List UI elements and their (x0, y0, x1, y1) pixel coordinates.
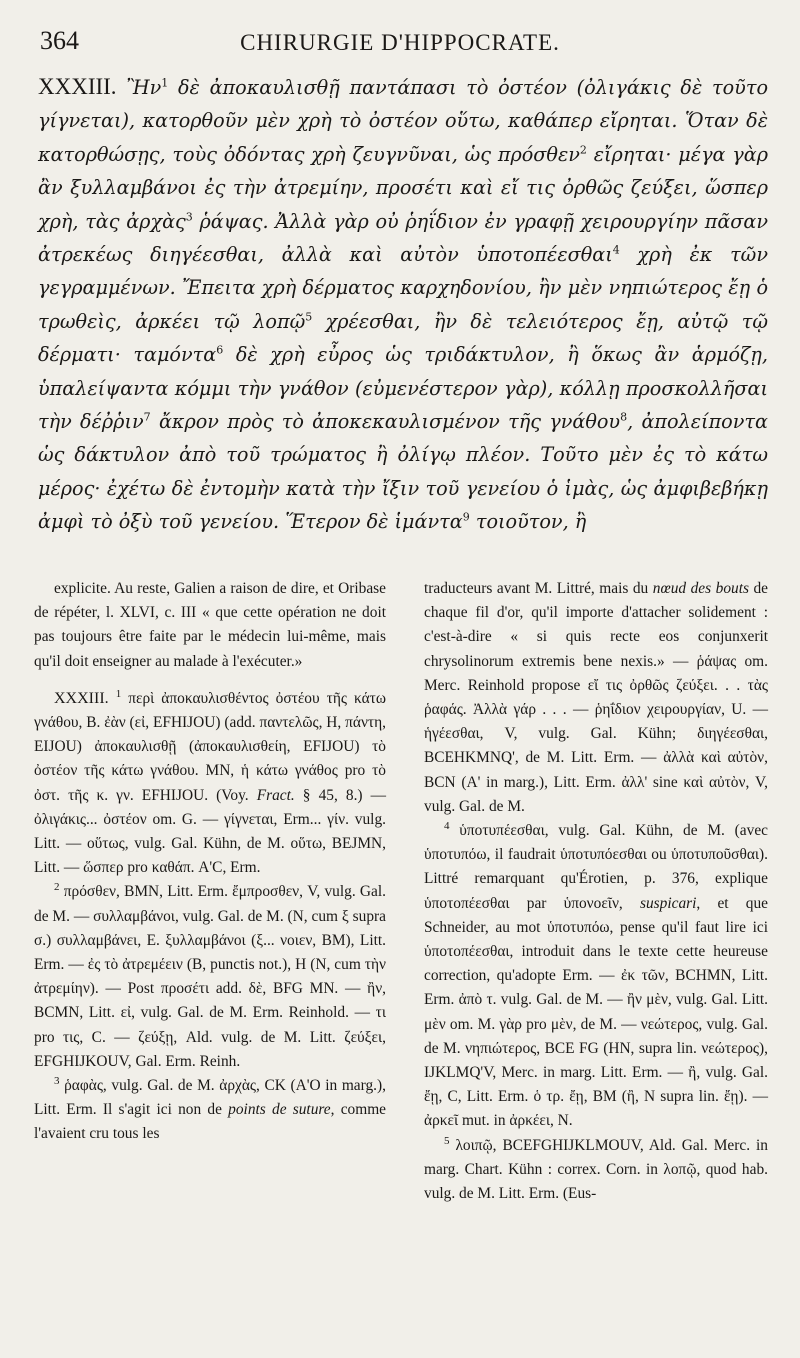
running-title: CHIRURGIE D'HIPPOCRATE. (240, 30, 560, 55)
page-number: 364 (40, 26, 79, 55)
page-header (40, 26, 760, 66)
note-paragraph: $^2$ πρόσθεν, BMN, Litt. Erm. ἔμπροσθεν, V, vulg. Gal. de M. — συλλαμβάνοι, vulg. Gal. de M. (N, cum ξ supra σ.) συλλαμβάνει, E. ξυλλαμβάνοι (ξ... νοιεν, BM), Litt. Erm. — ἐς τὸ ἀτρεμέειν (B, punctis not.), H (N, cum τὴν ἀτρεμίην). — Post προσέτι add. δὲ, BFG MN. — ἢν, BCMN, Litt. εἰ, vulg. Gal. de M. Erm. Reinhold. — τι pro τις, C. — ζεύξῃ, Ald. vulg. de M. Litt. ζεύξει, EFGHIJKOUV, Gal. Erm. Reinh. (34, 881, 386, 1070)
note-paragraph: XXXIII. $^1$ περὶ ἀποκαυλισθέντος ὀστέου τῆς κάτω γνάθου, B. ἐὰν (εἰ, EFHIJOU) (add. παντελῶς, H, πάντη, EIJOU) ἀποκαυλισθῇ (ἀποκαυλισθείη, EFIJOU) τὸ ὀστέον τῆς κάτω γνάθου. MN, ἡ κάτω γνάθος pro τὸ ὀστ. τῆς κ. γν. EFHIJOU. (Voy. Fract. § 45, 8.) — ὀλιγάκις... ὀστέον om. G. — γίγνεται, Erm... γίν. vulg. Litt. — οὕτως, vulg. Gal. Kühn, de M. οὕτω, BEJMN, Litt. — ὥσπερ pro καθάπ. A'C, Erm. (34, 687, 386, 877)
note-paragraph: explicite. Au reste, Galien a raison de dire, et Oribase de répéter, l. XLVI, c. III « que cette opération ne doit pas toujours être faite par le médecin lui-même, mais qu'il doit enseigner au malade à l'exécuter.» (34, 580, 386, 670)
greek-text-block (38, 70, 768, 539)
note-paragraph: $^3$ ῥαφὰς, vulg. Gal. de M. ἀρχὰς, CK (A'O in marg.), Litt. Erm. Il s'agit ici non de points de suture, comme l'avaient cru tous les (34, 1074, 387, 1143)
section-number: XXXIII. (38, 74, 117, 99)
note-paragraph: $^5$ λοιπῷ, BCEFGHIJKLMOUV, Ald. Gal. Merc. in marg. Chart. Kühn : correx. Corn. in λοπῷ, quod hab. vulg. de M. Litt. Erm. (Eus- (424, 1134, 768, 1203)
note-paragraph: $^4$ ὑποτυπέεσθαι, vulg. Gal. Kühn, de M. (avec ὑποτυπόω, il faudrait ὑποτυπόεσθαι ou ὑποτυποῦσθαι). Littré remarquant qu'Érotien, p. 376, explique ὑποτοπέεσθαι par ὑπονοεῖν, suspicari, et que Schneider, au mot ὑποτυπόω, pense qu'il faut lire ici ὑποτοπέεσθαι, introduit dans le texte cette heureuse correction, qu'adopte Erm. — ἐκ τῶν, BCHMN, Litt. Erm. ἀπὸ τ. vulg. Gal. de M. — ἢν μὲν, vulg. Gal. Litt. μὲν om. M. γὰρ pro μὲν, de M. — νεώτερος, vulg. Gal. de M. νηπιώτερος, BCE FG (HN, supra lin. νεώτερος), IJKLMQ'V, Merc. in marg. Litt. Erm. — ἢ, vulg. Gal. ἔῃ, C, Litt. Erm. ὁ τρ. ἔῃ, BM (ἢ, N supra lin. ἔῃ). — ἀρκεῖ mut. in ἀρκέει, N. (424, 819, 768, 1130)
note-paragraph: traducteurs avant M. Littré, mais du nœud des bouts de chaque fil d'or, qu'il importe d'attacher solidement : c'est-à-dire « si quis recte eos conjunxerit chrysolinorum extremis bene nexis.» — ῥάψας om. Merc. Reinhold propose εἴ τις ὀρθῶς ζεύξει. . . τὰς ῥαφάς. Ἀλλὰ γάρ . . . — ῥηΐδιον χειρουργίαν, U. — ἡγέεσθαι, V, vulg. Gal. Kühn; διηγέεσθαι, BCEHKMNQ', de M. Litt. Erm. — ἀλλὰ καὶ αὐτὸν, BCN (A' in marg.), Litt. Erm. ἀλλ' sine καὶ αὐτὸν, V, vulg. Gal. de M. (424, 580, 769, 815)
notes-right-column (424, 577, 768, 1206)
notes-left-column (34, 577, 386, 1147)
greek-body: Ἢν$^1$ δὲ ἀποκαυλισθῇ παντάπασι τὸ ὀστέον (ὀλιγάκις δὲ τοῦτο γίγνεται), κατορθοῦν μὲν χρὴ τὸ ὀστέον οὕτω, καθάπερ εἴρηται. Ὅταν δὲ κατορθώσῃς, τοὺς ὀδόντας χρὴ ζευγνῦναι, ὡς πρόσθεν$^2$ εἴρηται· μέγα γὰρ ἂν ξυλλαμβάνοι ἐς τὴν ἀτρεμίην, προσέτι καὶ εἴ τις ὀρθῶς ζεύξει, ὥσπερ χρὴ, τὰς ἀρχὰς$^3$ ῥάψας. Ἀλλὰ γὰρ οὐ ῥηΐδιον ἐν γραφῇ χειρουργίην πᾶσαν ἀτρεκέως διηγέεσθαι, ἀλλὰ καὶ αὐτὸν ὑποτοπέεσθαι$^4$ χρὴ ἐκ τῶν γεγραμμένων. Ἔπειτα χρὴ δέρματος καρχηδονίου, ἢν μὲν νηπιώτερος ἔῃ ὁ τρωθεὶς, ἀρκέει τῷ λοπῷ$^5$ χρέεσθαι, ἢν δὲ τελειότερος ἔῃ, αὐτῷ τῷ δέρματι· ταμόντα$^6$ δὲ χρὴ εὖρος ὡς τριδάκτυλον, ἢ ὅκως ἂν ἁρμόζῃ, ὑπαλείψαντα κόμμι τὴν γνάθον (εὐμενέστερον γὰρ), κόλλῃ προσκολλῆσαι τὴν δέῤῥιν$^7$ ἄκρον πρὸς τὸ ἀποκεκαυλισμένον τῆς γνάθου$^8$, ἀπολείποντα ὡς δάκτυλον ἀπὸ τοῦ τρώματος ἢ ὀλίγῳ πλέον. Τοῦτο μὲν ἐς τὸ κάτω μέρος· ἐχέτω δὲ ἐντομὴν κατὰ τὴν ἴξιν τοῦ γενείου ὁ ἱμὰς, ὡς ἀμφιβεβήκῃ ἀμφὶ τὸ ὀξὺ τοῦ γενείου. Ἕτερον δὲ ἱμάντα$^9$ τοιοῦτον, ἢ (38, 76, 768, 534)
